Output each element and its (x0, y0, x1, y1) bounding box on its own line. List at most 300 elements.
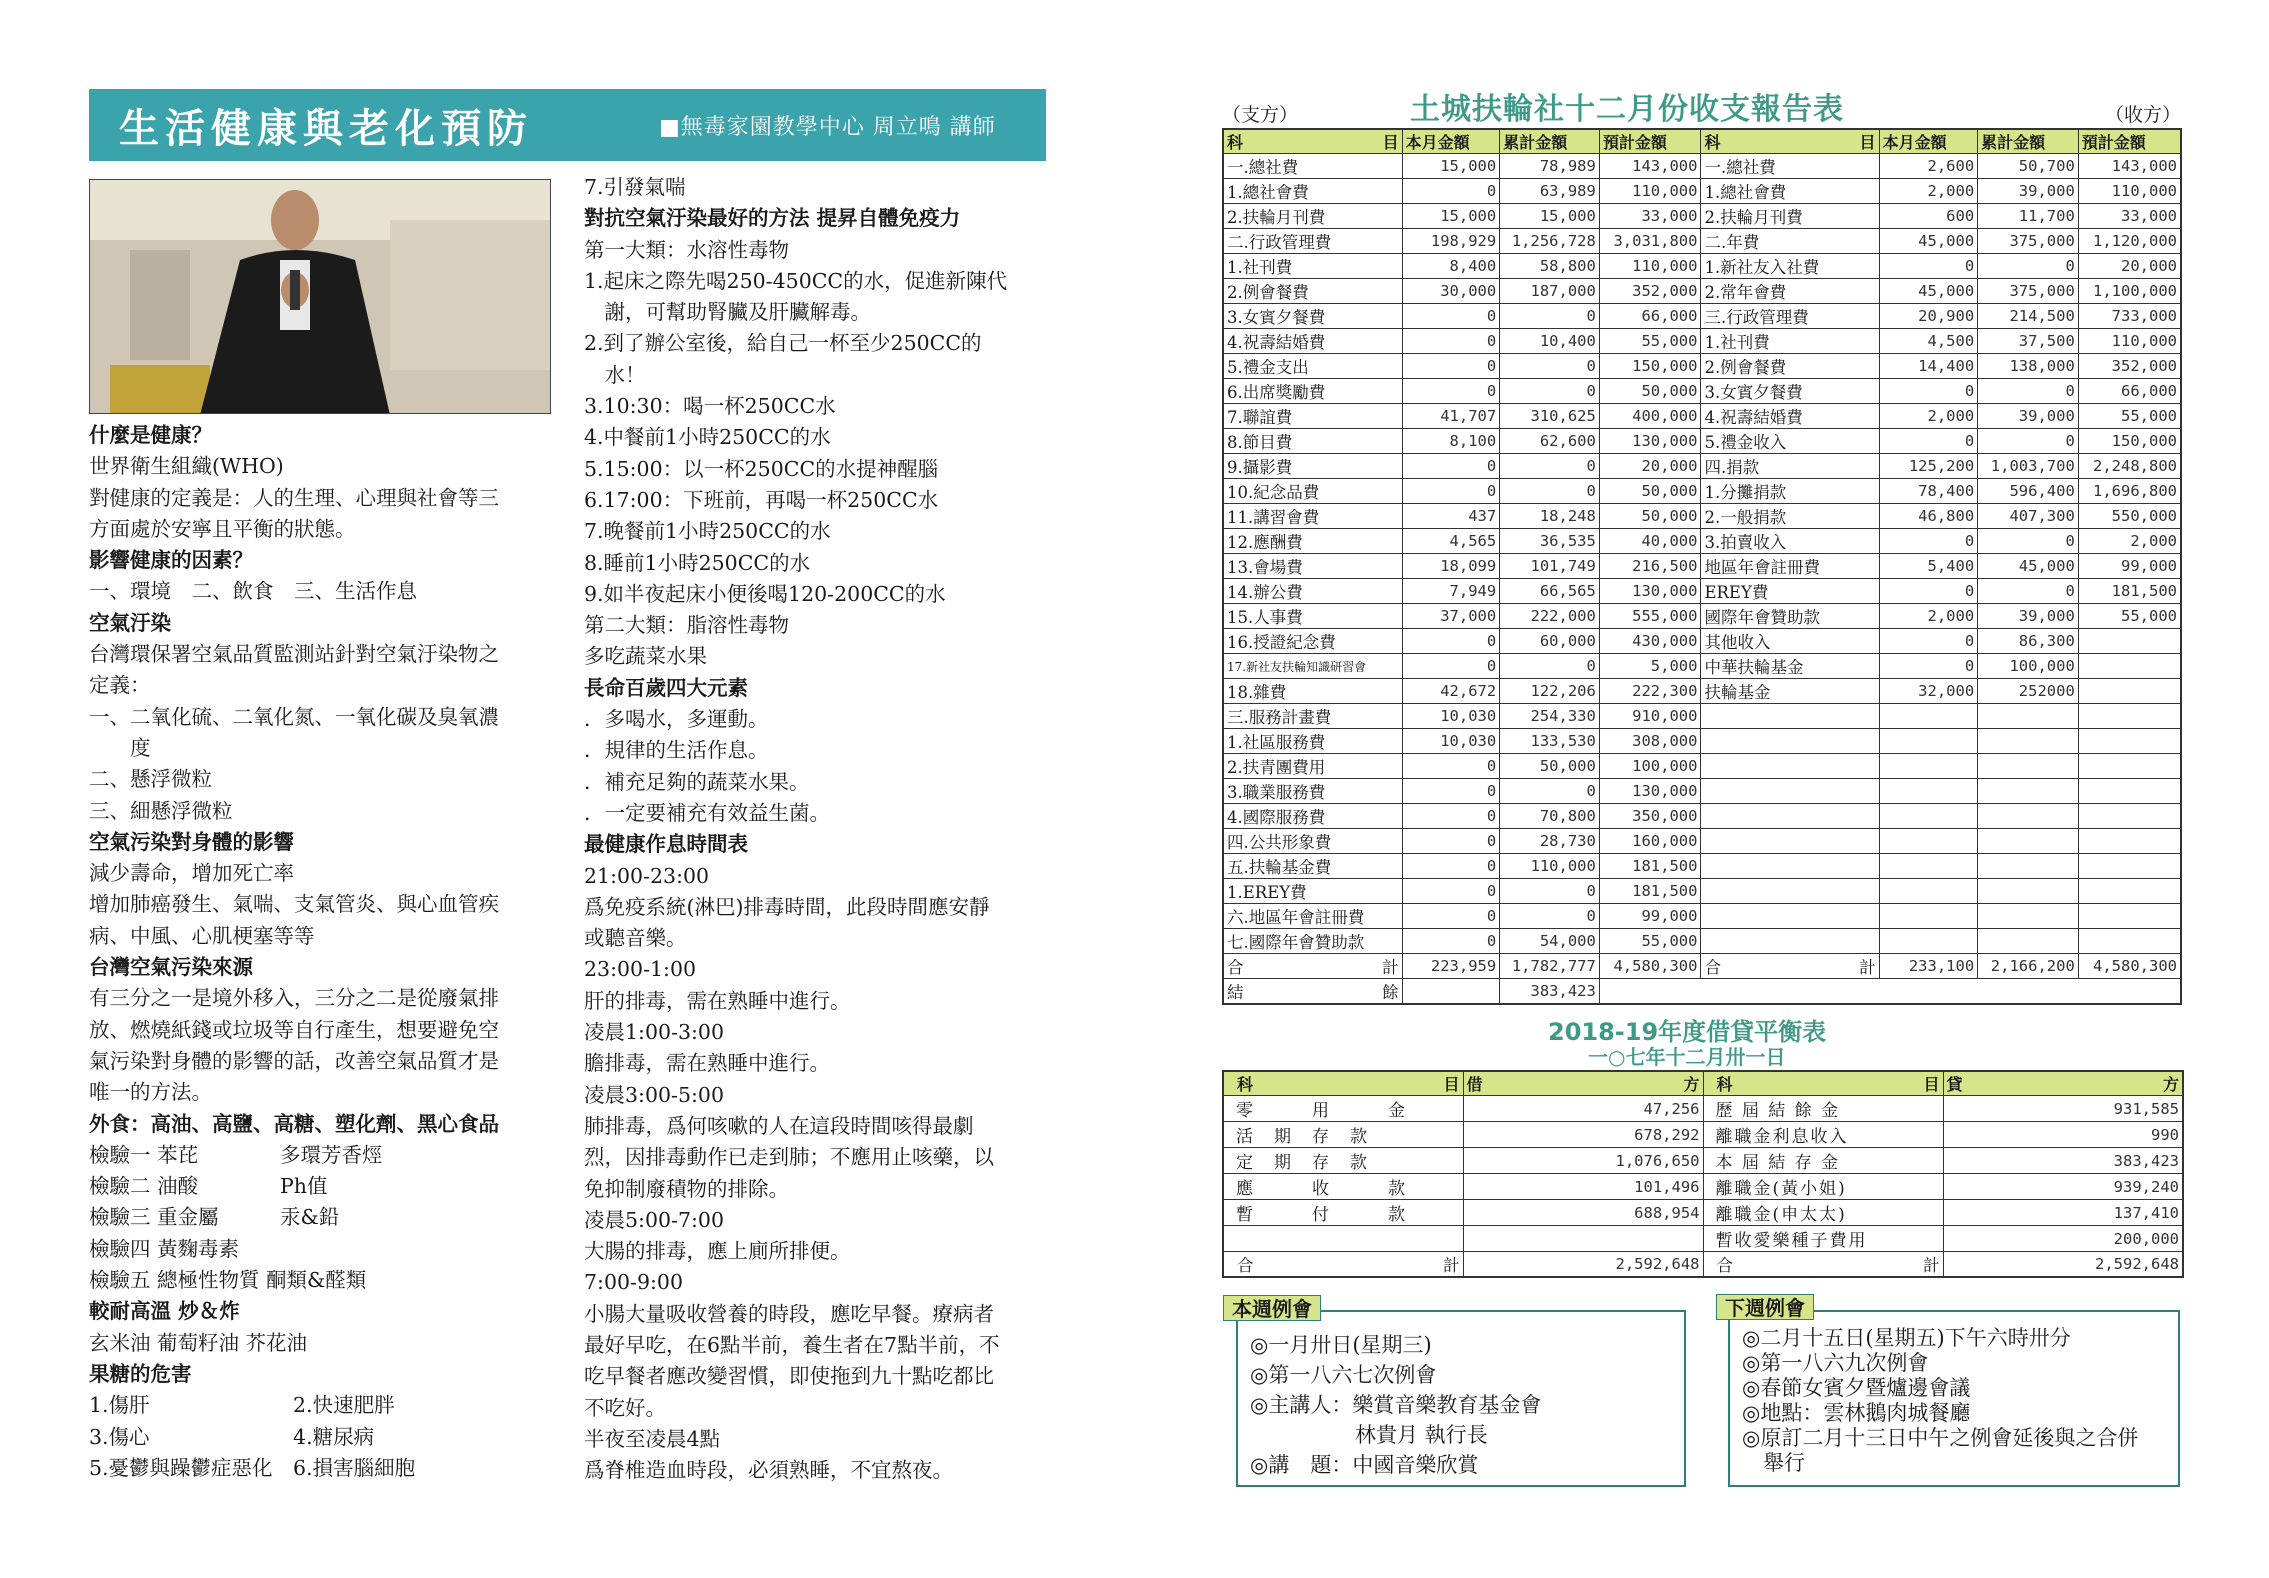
income-amount: 110,000 (2078, 329, 2181, 354)
expense-amount: 78,989 (1500, 154, 1600, 179)
expense-amount: 437 (1402, 504, 1500, 529)
income-item: 地區年會註冊費 (1701, 554, 1879, 579)
income-amount: 0 (1879, 254, 1978, 279)
expense-amount: 60,000 (1500, 629, 1600, 654)
finance-row (1223, 879, 2181, 904)
income-amount: 0 (1879, 629, 1978, 654)
income-amount: 45,000 (1879, 279, 1978, 304)
finance-balance-row (1223, 979, 2181, 1005)
expense-amount: 7,949 (1402, 579, 1500, 604)
left-line: 三、細懸浮微粒 (89, 798, 233, 823)
expense-amount: 160,000 (1599, 829, 1701, 854)
expense-amount: 41,707 (1402, 404, 1500, 429)
finance-row (1223, 804, 2181, 829)
expense-amount: 555,000 (1599, 604, 1701, 629)
income-item: 四.捐款 (1701, 454, 1879, 479)
income-amount: 600 (1879, 204, 1978, 229)
mid-line: 爲免疫系統(淋巴)排毒時間，此段時間應安靜 (584, 894, 990, 919)
expense-amount: 18,248 (1500, 504, 1600, 529)
credit-amount-header: 貸 方 (1943, 1071, 2183, 1096)
expense-amount: 70,800 (1500, 804, 1600, 829)
credit-amount: 931,585 (1943, 1096, 2183, 1122)
income-amount: 375,000 (1978, 279, 2079, 304)
credit-amount: 383,423 (1943, 1148, 2183, 1174)
expense-amount: 63,989 (1500, 179, 1600, 204)
meeting-line: ◎第一八六七次例會 (1250, 1363, 1437, 1387)
income-amount: 0 (1879, 579, 1978, 604)
income-amount: 39,000 (1978, 404, 2079, 429)
income-amount: 0 (1879, 379, 1978, 404)
mid-line: ．補充足夠的蔬菜水果。 (584, 769, 810, 794)
balance-row (1223, 1174, 2183, 1200)
mid-line: 多吃蔬菜水果 (584, 644, 707, 669)
finance-row (1223, 304, 2181, 329)
expense-amount: 0 (1402, 354, 1500, 379)
left-line: 檢驗一 苯芘 多環芳香烴 (89, 1142, 383, 1167)
left-line: 有三分之一是境外移入，三分之二是從廢氣排 (89, 986, 499, 1011)
income-amount: 78,400 (1879, 479, 1978, 504)
expense-amount: 50,000 (1599, 379, 1701, 404)
income-item: 2.一般捐款 (1701, 504, 1879, 529)
income-amount: 375,000 (1978, 229, 2079, 254)
expense-amount: 0 (1402, 904, 1500, 929)
mid-line: 2.到了辦公室後，給自己一杯至少250CC的 (584, 331, 982, 356)
expense-amount: 0 (1402, 454, 1500, 479)
income-amount: 32,000 (1879, 679, 1978, 704)
income-amount: 55,000 (2078, 404, 2181, 429)
expense-amount: 0 (1402, 654, 1500, 679)
mid-line: 9.如半夜起床小便後喝120-200CC的水 (584, 581, 946, 606)
expense-item: 2.扶青團費用 (1223, 754, 1402, 779)
expense-amount: 20,000 (1599, 454, 1701, 479)
income-side-label: （收方） (2105, 104, 2182, 126)
income-amount: 50,700 (1978, 154, 2079, 179)
income-item: 二.年費 (1701, 229, 1879, 254)
debit-amount: 101,496 (1463, 1174, 1703, 1200)
expense-item: 7.聯誼費 (1223, 404, 1402, 429)
expense-item: 9.攝影費 (1223, 454, 1402, 479)
expense-item: 3.職業服務費 (1223, 779, 1402, 804)
expense-amount: 15,000 (1402, 204, 1500, 229)
expense-item: 10.紀念品費 (1223, 479, 1402, 504)
credit-amount: 200,000 (1943, 1226, 2183, 1252)
expense-item: 六.地區年會註冊費 (1223, 904, 1402, 929)
left-heading: 台灣空氣污染來源 (89, 955, 253, 980)
left-line: 1.傷肝 2.快速肥胖 (89, 1393, 395, 1418)
meeting-line: ◎第一八六九次例會 (1742, 1351, 1929, 1375)
income-amount: 1,120,000 (2078, 229, 2181, 254)
expense-item: 二.行政管理費 (1223, 229, 1402, 254)
expense-amount: 0 (1500, 904, 1600, 929)
mid-line: 爲脊椎造血時段，必須熟睡，不宜熬夜。 (584, 1458, 953, 1483)
left-line: 世界衛生組織(WHO) (89, 454, 284, 479)
mid-line: 21:00-23:00 (584, 863, 710, 888)
expense-amount: 1,256,728 (1500, 229, 1600, 254)
this-week-meeting-box (1236, 1310, 1686, 1487)
left-line: 增加肺癌發生、氣喘、支氣管炎、與心血管疾 (89, 892, 499, 917)
expense-amount: 198,929 (1402, 229, 1500, 254)
left-line: 定義： (89, 673, 151, 698)
meeting-line: ◎原訂二月十三日中午之例會延後與之合併 (1742, 1426, 2139, 1450)
mid-line: 7:00-9:00 (584, 1270, 683, 1295)
income-item: 扶輪基金 (1701, 679, 1879, 704)
expense-amount: 150,000 (1599, 354, 1701, 379)
expense-item: 17.新社友扶輪知識研習會 (1223, 654, 1402, 679)
income-amount: 125,200 (1879, 454, 1978, 479)
balance-header-row (1223, 1071, 2183, 1096)
income-amount: 2,000 (2078, 529, 2181, 554)
expense-amount: 110,000 (1599, 179, 1701, 204)
income-amount: 733,000 (2078, 304, 2181, 329)
finance-header-row (1223, 129, 2181, 154)
expense-amount: 0 (1500, 879, 1600, 904)
credit-subject: 本 屆 結 存 金 (1703, 1148, 1943, 1174)
income-amount: 138,000 (1978, 354, 2079, 379)
income-amount: 2,000 (1879, 404, 1978, 429)
expense-amount: 910,000 (1599, 704, 1701, 729)
balance-row (1223, 1200, 2183, 1226)
income-amount: 1,696,800 (2078, 479, 2181, 504)
mid-heading: 長命百歲四大元素 (584, 675, 748, 700)
income-item: 4.祝壽結婚費 (1701, 404, 1879, 429)
meeting-line: 林貴月 執行長 (1250, 1423, 1488, 1447)
income-amount: 2,248,800 (2078, 454, 2181, 479)
finance-row (1223, 579, 2181, 604)
expense-amount: 310,625 (1500, 404, 1600, 429)
income-amount: 14,400 (1879, 354, 1978, 379)
expense-amount: 222,000 (1500, 604, 1600, 629)
income-item: 3.女賓夕餐費 (1701, 379, 1879, 404)
income-amount: 4,500 (1879, 329, 1978, 354)
debit-amount: 688,954 (1463, 1200, 1703, 1226)
left-line: 二、懸浮微粒 (89, 767, 212, 792)
balance-row (1223, 1148, 2183, 1174)
debit-subject: 定 期 存 款 (1223, 1148, 1463, 1174)
expense-item: 15.人事費 (1223, 604, 1402, 629)
expense-amount: 0 (1500, 779, 1600, 804)
finance-total-row (1223, 954, 2181, 979)
mid-line: 或聽音樂。 (584, 926, 687, 951)
finance-row (1223, 329, 2181, 354)
expense-amount: 58,800 (1500, 254, 1600, 279)
debit-subject: 應 收 款 (1223, 1174, 1463, 1200)
income-amount: 181,500 (2078, 579, 2181, 604)
article-author: ■無毒家園教學中心 周立鳴 講師 (659, 114, 996, 140)
speaker-photo-illustration (90, 180, 551, 414)
income-amount: 37,500 (1978, 329, 2079, 354)
income-amount: 39,000 (1978, 179, 2079, 204)
expense-item: 6.出席獎勵費 (1223, 379, 1402, 404)
left-line: 5.憂鬱與躁鬱症惡化 6.損害腦細胞 (89, 1455, 416, 1480)
finance-row (1223, 354, 2181, 379)
mid-line: 烈，因排毒動作已走到肺；不應用止咳藥，以 (584, 1145, 994, 1170)
expense-item: 1.總社會費 (1223, 179, 1402, 204)
expense-amount: 0 (1402, 804, 1500, 829)
finance-report-title: 土城扶輪社十二月份收支報告表 (1410, 92, 1844, 127)
expense-amount: 8,400 (1402, 254, 1500, 279)
left-line: 度 (89, 735, 151, 760)
mid-line: 4.中餐前1小時250CC的水 (584, 425, 831, 450)
left-heading: 空氣汙染 (89, 610, 171, 635)
expense-amount: 181,500 (1599, 879, 1701, 904)
income-amount: 20,000 (2078, 254, 2181, 279)
credit-total: 2,592,648 (1943, 1252, 2183, 1278)
expense-amount: 40,000 (1599, 529, 1701, 554)
income-amount: 1,100,000 (2078, 279, 2181, 304)
article-left-column (89, 420, 559, 1484)
finance-row (1223, 904, 2181, 929)
income-amount (2078, 654, 2181, 679)
expense-amount: 50,000 (1500, 754, 1600, 779)
expense-amount: 36,535 (1500, 529, 1600, 554)
left-line: 一、二氧化硫、二氧化氮、一氧化碳及臭氧濃 (89, 704, 499, 729)
finance-row (1223, 779, 2181, 804)
balance-sheet-date: 一○七年十二月卅一日 (1588, 1045, 1786, 1069)
expense-amount: 350,000 (1599, 804, 1701, 829)
debit-subject: 活 期 存 款 (1223, 1122, 1463, 1148)
meeting-line: ◎講 題：中國音樂欣賞 (1250, 1453, 1479, 1477)
expense-item: 4.國際服務費 (1223, 804, 1402, 829)
expense-amount: 42,672 (1402, 679, 1500, 704)
debit-subject-header: 科 目 (1223, 1071, 1463, 1096)
left-line: 一、環境 二、飲食 三、生活作息 (89, 579, 417, 604)
expense-amount: 0 (1402, 929, 1500, 954)
expense-item: 七.國際年會贊助款 (1223, 929, 1402, 954)
expense-cumulative-header: 累計金額 (1500, 129, 1600, 154)
next-week-meeting-tag: 下週例會 (1716, 1294, 1814, 1320)
meeting-line: ◎二月十五日(星期五)下午六時卅分 (1742, 1326, 2071, 1350)
expense-total-budget: 4,580,300 (1599, 954, 1701, 979)
debit-total: 2,592,648 (1463, 1252, 1703, 1278)
expense-amount: 0 (1402, 329, 1500, 354)
income-amount: 2,000 (1879, 604, 1978, 629)
credit-amount: 939,240 (1943, 1174, 2183, 1200)
finance-rows (1223, 154, 2181, 954)
income-item: 2.常年會費 (1701, 279, 1879, 304)
income-amount (2078, 679, 2181, 704)
credit-subject: 暫收愛樂種子費用 (1703, 1226, 1943, 1252)
income-amount: 596,400 (1978, 479, 2079, 504)
expense-amount: 10,400 (1500, 329, 1600, 354)
expense-amount: 143,000 (1599, 154, 1701, 179)
income-amount: 214,500 (1978, 304, 2079, 329)
income-amount: 0 (1978, 429, 2079, 454)
expense-amount: 100,000 (1599, 754, 1701, 779)
expense-item: 1.EREY費 (1223, 879, 1402, 904)
expense-amount: 62,600 (1500, 429, 1600, 454)
debit-total-label: 合 計 (1223, 1252, 1463, 1278)
meeting-line: ◎地點：雲林鵝肉城餐廳 (1742, 1401, 1971, 1425)
income-amount: 550,000 (2078, 504, 2181, 529)
balance-label: 結 餘 (1223, 979, 1402, 1005)
income-amount: 39,000 (1978, 604, 2079, 629)
expense-month-header: 本月金額 (1402, 129, 1500, 154)
income-item: 其他收入 (1701, 629, 1879, 654)
finance-row (1223, 254, 2181, 279)
expense-item: 14.辦公費 (1223, 579, 1402, 604)
income-item: 1.新社友入社費 (1701, 254, 1879, 279)
income-item: 三.行政管理費 (1701, 304, 1879, 329)
left-heading: 較耐高溫 炒＆炸 (89, 1299, 240, 1324)
finance-row (1223, 379, 2181, 404)
article-banner (89, 89, 1046, 161)
finance-row (1223, 279, 2181, 304)
left-line: 檢驗三 重金屬 汞&鉛 (89, 1205, 340, 1230)
income-amount: 0 (1978, 529, 2079, 554)
mid-line: ．規律的生活作息。 (584, 738, 769, 763)
balance-rows (1223, 1096, 2183, 1252)
income-total-label: 合 計 (1701, 954, 1879, 979)
mid-line: 小腸大量吸收營養的時段，應吃早餐。療病者 (584, 1301, 994, 1326)
income-amount: 55,000 (2078, 604, 2181, 629)
expense-side-label: （支方） (1222, 104, 1299, 126)
debit-amount: 678,292 (1463, 1122, 1703, 1148)
expense-item: 一.總社費 (1223, 154, 1402, 179)
expense-amount: 0 (1402, 879, 1500, 904)
expense-amount: 10,030 (1402, 704, 1500, 729)
income-amount: 33,000 (2078, 204, 2181, 229)
mid-line: 免抑制廢積物的排除。 (584, 1176, 789, 1201)
income-amount (2078, 629, 2181, 654)
expense-total-month: 223,959 (1402, 954, 1500, 979)
left-line: 減少壽命，增加死亡率 (89, 861, 294, 886)
expense-amount: 66,000 (1599, 304, 1701, 329)
left-heading: 什麼是健康？ (89, 423, 212, 447)
expense-amount: 33,000 (1599, 204, 1701, 229)
left-heading: 外食：高油、高鹽、高糖、塑化劑、黑心食品 (89, 1111, 499, 1136)
income-amount: 45,000 (1879, 229, 1978, 254)
finance-row (1223, 529, 2181, 554)
expense-amount: 54,000 (1500, 929, 1600, 954)
income-amount: 352,000 (2078, 354, 2181, 379)
income-amount: 0 (1978, 254, 2079, 279)
income-item: 5.禮金收入 (1701, 429, 1879, 454)
expense-amount: 66,565 (1500, 579, 1600, 604)
expense-amount: 222,300 (1599, 679, 1701, 704)
credit-total-label: 合 計 (1703, 1252, 1943, 1278)
meeting-line: 舉行 (1742, 1451, 1805, 1475)
income-item: 3.拍賣收入 (1701, 529, 1879, 554)
finance-row (1223, 654, 2181, 679)
expense-amount: 0 (1500, 479, 1600, 504)
income-total-month: 233,100 (1879, 954, 1978, 979)
mid-line: 膽排毒，需在熟睡中進行。 (584, 1051, 830, 1076)
mid-line: 5.15:00：以一杯250CC的水提神醒腦 (584, 456, 939, 481)
mid-heading: 最健康作息時間表 (584, 832, 748, 857)
expense-item: 11.講習會費 (1223, 504, 1402, 529)
expense-item: 1.社刊費 (1223, 254, 1402, 279)
expense-amount: 133,530 (1500, 729, 1600, 754)
left-line: 對健康的定義是：人的生理、心理與社會等三 (89, 485, 499, 510)
mid-line: 8.睡前1小時250CC的水 (584, 550, 811, 575)
expense-amount: 50,000 (1599, 504, 1701, 529)
left-line: 3.傷心 4.糖尿病 (89, 1424, 375, 1449)
mid-line: 吃早餐者應改變習慣，即使拖到九十點吃都比 (584, 1364, 994, 1389)
expense-amount: 0 (1500, 354, 1600, 379)
mid-line: ．多喝水，多運動。 (584, 707, 769, 732)
expense-amount: 400,000 (1599, 404, 1701, 429)
expense-amount: 254,330 (1500, 704, 1600, 729)
left-heading: 影響健康的因素？ (89, 548, 253, 573)
expense-amount: 8,100 (1402, 429, 1500, 454)
expense-amount: 187,000 (1500, 279, 1600, 304)
left-line: 檢驗二 油酸 Ph值 (89, 1174, 328, 1199)
expense-amount: 110,000 (1500, 854, 1600, 879)
income-item: EREY費 (1701, 579, 1879, 604)
income-amount: 99,000 (2078, 554, 2181, 579)
expense-amount: 430,000 (1599, 629, 1701, 654)
left-line: 檢驗五 總極性物質 酮類&醛類 (89, 1268, 367, 1293)
debit-subject (1223, 1226, 1463, 1252)
mid-line: 23:00-1:00 (584, 957, 697, 982)
income-budget-header: 預計金額 (2078, 129, 2181, 154)
finance-row (1223, 454, 2181, 479)
expense-amount: 18,099 (1402, 554, 1500, 579)
finance-report-table (1222, 128, 2182, 1005)
left-line: 台灣環保署空氣品質監測站針對空氣汙染物之 (89, 642, 499, 667)
credit-subject-header: 科 目 (1703, 1071, 1943, 1096)
expense-amount: 0 (1500, 379, 1600, 404)
income-amount: 252000 (1978, 679, 2079, 704)
mid-heading: 對抗空氣汙染最好的方法 提昇自體免疫力 (584, 206, 961, 231)
mid-line: 最好早吃，在6點半前，養生者在7點半前，不 (584, 1332, 1000, 1357)
finance-row (1223, 929, 2181, 954)
left-line: 玄米油 葡萄籽油 芥花油 (89, 1330, 308, 1355)
expense-item: 3.女賓夕餐費 (1223, 304, 1402, 329)
balance-sheet-title: 2018-19年度借貸平衡表 (1548, 1018, 1827, 1046)
income-item: 一.總社費 (1701, 154, 1879, 179)
expense-amount: 101,749 (1500, 554, 1600, 579)
mid-line: 肝的排毒，需在熟睡中進行。 (584, 988, 851, 1013)
income-amount: 45,000 (1978, 554, 2079, 579)
income-amount: 86,300 (1978, 629, 2079, 654)
balance-sheet-table (1222, 1070, 2184, 1278)
credit-amount: 990 (1943, 1122, 2183, 1148)
expense-item: 三.服務計畫費 (1223, 704, 1402, 729)
income-item: 國際年會贊助款 (1701, 604, 1879, 629)
income-amount: 0 (1978, 579, 2079, 604)
left-line: 檢驗四 黃麴毒素 (89, 1236, 240, 1261)
expense-amount: 0 (1402, 379, 1500, 404)
expense-amount: 0 (1402, 629, 1500, 654)
debit-amount (1463, 1226, 1703, 1252)
credit-subject: 離職金(申太太) (1703, 1200, 1943, 1226)
mid-line: 凌晨1:00-3:00 (584, 1020, 724, 1045)
expense-amount: 3,031,800 (1599, 229, 1701, 254)
finance-row (1223, 229, 2181, 254)
expense-item: 5.禮金支出 (1223, 354, 1402, 379)
expense-amount: 0 (1500, 454, 1600, 479)
income-amount: 100,000 (1978, 654, 2079, 679)
expense-amount: 4,565 (1402, 529, 1500, 554)
income-amount: 20,900 (1879, 304, 1978, 329)
mid-line: 半夜至凌晨4點 (584, 1426, 721, 1451)
expense-amount: 122,206 (1500, 679, 1600, 704)
finance-row (1223, 554, 2181, 579)
expense-item: 18.雜費 (1223, 679, 1402, 704)
finance-row (1223, 179, 2181, 204)
left-line: 唯一的方法。 (89, 1080, 212, 1105)
income-subject-header: 科 目 (1701, 129, 1879, 154)
income-item: 1.分攤捐款 (1701, 479, 1879, 504)
income-amount: 407,300 (1978, 504, 2079, 529)
income-month-header: 本月金額 (1879, 129, 1978, 154)
debit-amount-header: 借 方 (1463, 1071, 1703, 1096)
left-line: 方面處於安寧且平衡的狀態。 (89, 516, 356, 541)
expense-item: 1.社區服務費 (1223, 729, 1402, 754)
expense-amount: 15,000 (1402, 154, 1500, 179)
income-item: 中華扶輪基金 (1701, 654, 1879, 679)
